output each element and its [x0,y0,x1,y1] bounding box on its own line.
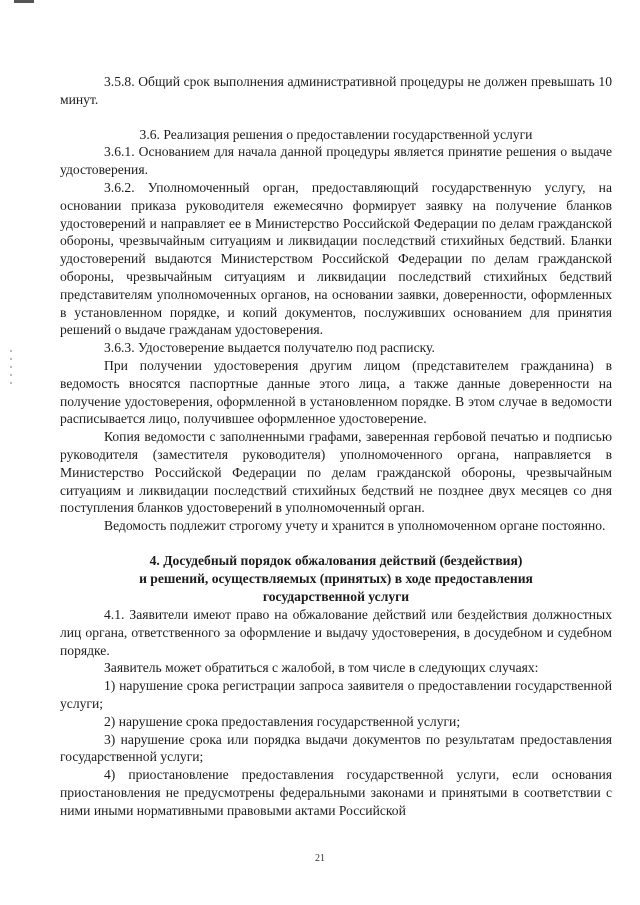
paragraph-register-copy: Копия ведомости с заполненными графами, заверенная гербовой печатью и подписью руководителя (заместителя руководителя) уполномоченного органа, направляется в Министерство Российской Федерации по делам гражданской обороны, чрезвычайным ситуациям и ликвидации последствий стихийных бедствий не позднее двух месяцев со дня поступления бланков удостоверений в уполномоченный орган. [60,429,612,516]
paragraph-representative: При получении удостоверения другим лицом (представителем гражданина) в ведомость вносятся паспортные данные этого лица, а также данные доверенности на получение удостоверения, оформленной в установленном порядке. В этом случае в ведомости расписывается лицо, получившее оформленное удостоверение. [60,357,612,427]
list-item: 1) нарушение срока регистрации запроса заявителя о предоставлении государственной услуги; [60,678,612,711]
paragraph-3-6-1: 3.6.1. Основанием для начала данной процедуры является принятие решения о выдаче удостоверения. [60,144,612,178]
paragraph-3-5-8: 3.5.8. Общий срок выполнения административной процедуры не должен превышать 10 минут. [60,74,612,107]
section-3-6-title: 3.6. Реализация решения о предоставлении государственной услуги [139,126,533,142]
chapter-4-heading-line: и решений, осуществляемых (принятых) в ходе предоставления [139,570,533,586]
list-item: 3) нарушение срока или порядка выдачи документов по результатам предоставления государственной услуги; [60,731,612,765]
page-content [60,73,612,819]
paragraph-4-1: 4.1. Заявители имеют право на обжалование действий или бездействия должностных лиц органа, ответственного за оформление и выдачу удостоверения, в досудебном и судебном порядке. [60,606,612,658]
chapter-4-heading [60,552,612,606]
paragraph-3-6-2: 3.6.2. Уполномоченный орган, предоставляющий государственную услугу, на основании приказа руководителя ежемесячно формирует заявку на получение бланков удостоверений и направляет ее в Министерство Российской Федерации по делам гражданской обороны, чрезвычайным ситуациям и ликвидации последствий стихийных бедствий. Бланки удостоверений выдаются Министерством Российской Федерации по делам гражданской обороны, чрезвычайным ситуациям и ликвидации последствий стихийных бедствий представителям уполномоченных органов, на основании заявки, доверенности, оформленных в установленном порядке, и копий документов, послуживших основанием для принятия решений о выдаче гражданам удостоверения. [60,179,612,338]
paragraph-register-storage: Ведомость подлежит строгому учету и хранится в уполномоченном органе постоянно. [104,518,606,534]
chapter-4-heading-line: 4. Досудебный порядок обжалования действий (бездействия) [149,552,523,568]
paragraph-3-6-3: 3.6.3. Удостоверение выдается получателю под расписку. [104,340,435,356]
chapter-4-heading-line: государственной услуги [262,588,410,604]
scan-corner-mark [14,0,34,3]
margin-marks [10,350,12,390]
list-item: 4) приостановление предоставления государственной услуги, если основания приостановления не предусмотрены федеральными законами и принятыми в соответствии с ними иными нормативными правовыми актами Российской [60,767,612,818]
paragraph-complaint-intro: Заявитель может обратиться с жалобой, в том числе в следующих случаях: [104,660,539,676]
page-number: 21 [315,853,325,864]
list-item: 2) нарушение срока предоставления государственной услуги; [104,713,461,729]
